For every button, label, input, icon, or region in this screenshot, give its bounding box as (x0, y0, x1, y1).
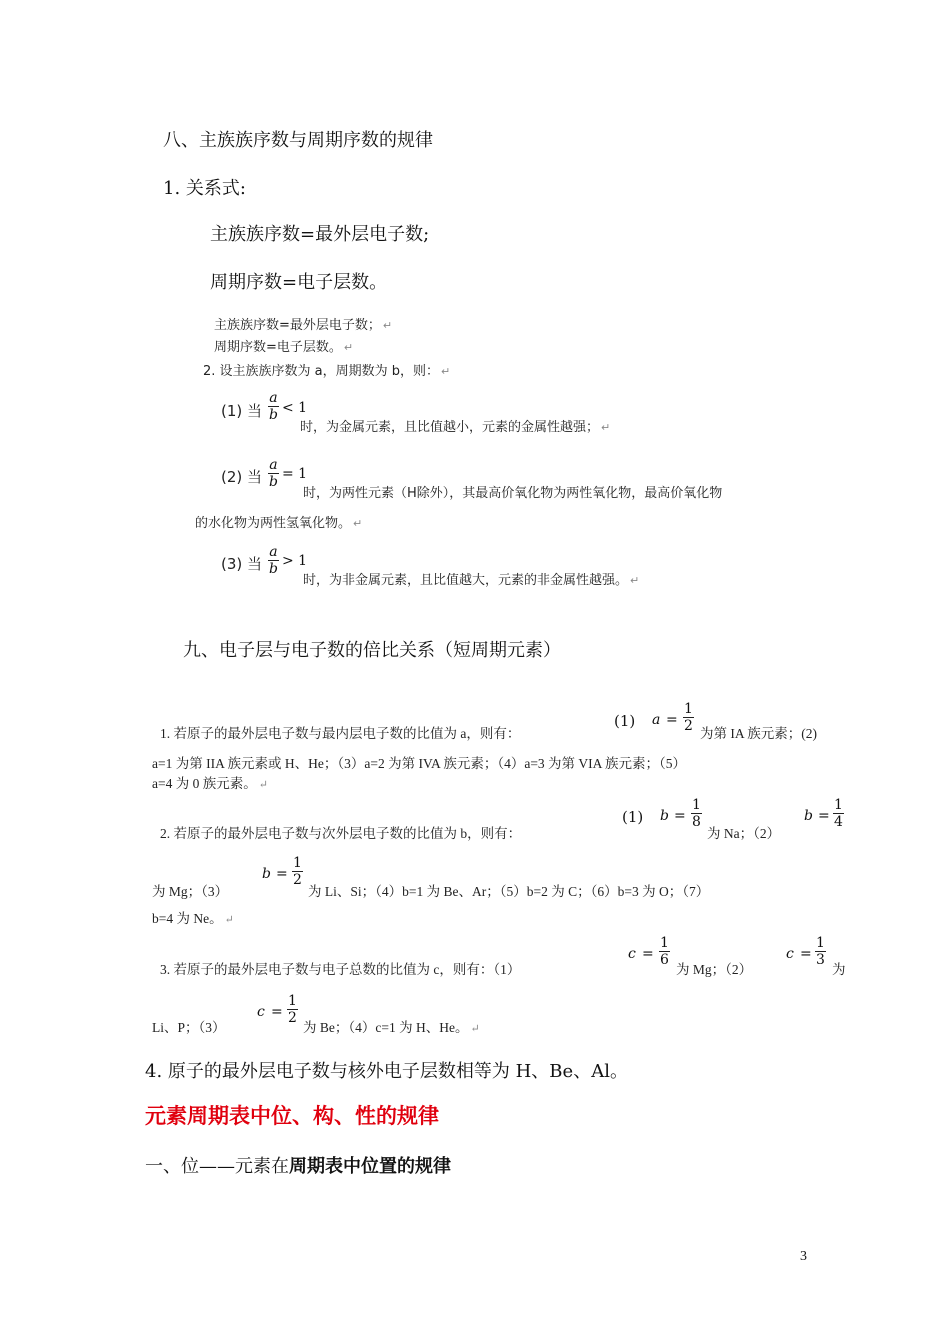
relation-line-1: 主族族序数=最外层电子数; (210, 224, 430, 245)
img1-line-1: 主族族序数=最外层电子数； (214, 318, 381, 333)
fraction-one-eighth: 1 8 (692, 797, 701, 830)
equals: = (800, 946, 812, 962)
return-mark: ↵ (382, 319, 393, 332)
position-rule-heading (145, 1152, 451, 1178)
return-mark: ↵ (630, 574, 640, 587)
img1-line-2: 周期序数=电子层数。 (214, 340, 342, 355)
item-1-label: 1. 关系式: (163, 178, 246, 199)
fraction-one-sixth: 1 6 (660, 935, 669, 968)
p3-var: c (786, 946, 794, 962)
fraction-one-half: 1 2 (293, 855, 302, 888)
case-2-relation: = 1 (282, 466, 308, 482)
p2-line-a: 2. 若原子的最外层电子数与次外层电子数的比值为 b，则有： (160, 826, 522, 841)
fraction-a-over-b: a b (269, 390, 278, 423)
section-8-title: 八、主族族序数与周期序数的规律 (163, 130, 433, 151)
fraction-one-half: 1 2 (684, 701, 693, 734)
return-mark: ↵ (258, 779, 268, 791)
page-number: 3 (800, 1249, 807, 1264)
position-rule-prefix: 一、位——元素在 (145, 1156, 289, 1177)
equals: = (818, 808, 830, 824)
p2-line-b-pre: 为 Mg；（3） (152, 884, 229, 899)
equals: = (276, 866, 288, 882)
section-9-title: 九、电子层与电子数的倍比关系（短周期元素） (183, 640, 561, 661)
p2-line-c: b=4 为 Ne。 (152, 911, 223, 926)
img1-line-3: 2. 设主族族序数为 a，周期数为 b，则： (203, 364, 440, 379)
return-mark: ↵ (601, 421, 611, 434)
case-1-prefix: (1) 当 (221, 402, 263, 420)
fraction-a-over-b: a b (269, 457, 278, 490)
return-mark: ↵ (441, 365, 451, 378)
case-3-text: 时，为非金属元素，且比值越大，元素的非金属性越强。 (303, 573, 629, 588)
p3-f2-post: 为 (832, 962, 846, 977)
p2-f1-post: 为 Na；（2） (707, 826, 781, 841)
fraction-a-over-b: a b (269, 544, 278, 577)
position-rule-bold: 周期表中位置的规律 (289, 1156, 451, 1177)
p2-var: b (804, 808, 813, 824)
p1-line-b: a=1 为第 IIA 族元素或 H、He；（3）a=2 为第 IVA 族元素；（4）a=3 为第 VIA 族元素；（5） (152, 756, 687, 771)
return-mark: ↵ (470, 1023, 480, 1035)
p1-line-a: 1. 若原子的最外层电子数与最内层电子数的比值为 a，则有： (160, 726, 521, 741)
return-mark: ↵ (343, 341, 354, 354)
p1-f1-post: 为第 IA 族元素；(2) (700, 726, 817, 741)
p3-var: c (628, 946, 636, 962)
return-mark: ↵ (224, 914, 234, 926)
fraction-one-third: 1 3 (816, 935, 825, 968)
equals: = (642, 946, 654, 962)
return-mark: ↵ (353, 517, 363, 530)
p3-line-b-pre: Li、P；（3） (152, 1020, 226, 1035)
p2-var: b (660, 808, 669, 824)
case-1-text: 时，为金属元素，且比值越小，元素的金属性越强； (300, 420, 600, 435)
case-3-relation: > 1 (282, 553, 308, 569)
equals: = (666, 712, 678, 728)
relation-line-2: 周期序数=电子层数。 (210, 272, 388, 293)
case-2-prefix: (2) 当 (221, 468, 263, 486)
item-4-text: 4. 原子的最外层电子数与核外电子层数相等为 H、Be、Al。 (145, 1061, 628, 1082)
p1-var: a (652, 712, 661, 728)
case-1-relation: < 1 (282, 400, 308, 416)
p3-line-b-post: 为 Be；（4）c=1 为 H、He。 (303, 1020, 469, 1035)
p1-label-1: (1) (614, 712, 636, 730)
equals: = (271, 1004, 283, 1020)
p3-var: c (257, 1004, 265, 1020)
p2-line-b-post: 为 Li、Si；（4）b=1 为 Be、Ar；（5）b=2 为 C；（6）b=3 为 O；（7） (308, 884, 710, 899)
p3-line-a: 3. 若原子的最外层电子数与电子总数的比值为 c，则有：（1） (160, 962, 521, 977)
fraction-one-half: 1 2 (288, 993, 297, 1026)
fraction-one-quarter: 1 4 (834, 797, 843, 830)
red-section-heading: 元素周期表中位、构、性的规律 (145, 1103, 439, 1128)
case-2-continuation: 的水化物为两性氢氧化物。 (195, 516, 352, 531)
p1-line-c: a=4 为 0 族元素。 (152, 776, 257, 791)
p2-label-1: (1) (622, 808, 644, 826)
case-2-text: 时，为两性元素（H除外），其最高价氧化物为两性氧化物，最高价氧化物 (303, 486, 723, 501)
equals: = (674, 808, 686, 824)
case-3-prefix: (3) 当 (221, 555, 263, 573)
p2-var: b (262, 866, 271, 882)
p3-f1-post: 为 Mg；（2） (676, 962, 753, 977)
